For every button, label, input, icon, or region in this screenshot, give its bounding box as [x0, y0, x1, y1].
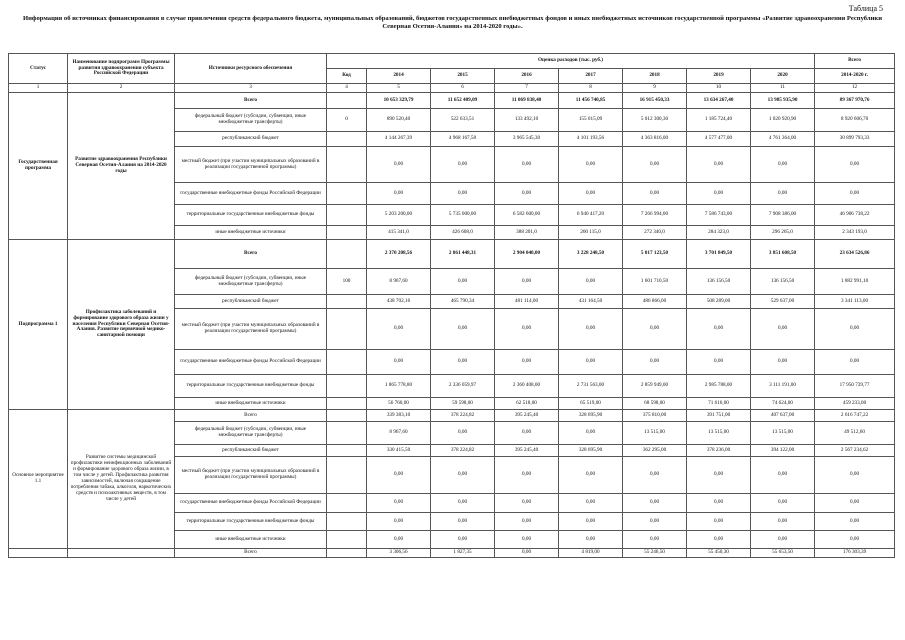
source-label: Всего: [175, 93, 327, 109]
header-name: Наименование подпрограмм Программы развития здравоохранения субъекта Российской Федерации: [68, 54, 175, 84]
value-cell: 0,00: [623, 494, 687, 513]
value-cell: 62 518,00: [495, 398, 559, 410]
row-status: Государственная программа: [9, 93, 68, 240]
value-cell: 155 015,09: [559, 109, 623, 132]
value-cell: 7 586 743,00: [687, 205, 751, 226]
value-cell: 0,00: [815, 350, 895, 375]
header-year: 2015: [431, 69, 495, 84]
value-cell: 5 017 123,50: [623, 240, 687, 269]
value-cell: 272 340,0: [623, 226, 687, 240]
value-cell: 1 827,35: [431, 549, 495, 558]
value-cell: 23 634 526,86: [815, 240, 895, 269]
column-number: 8: [559, 84, 623, 93]
value-cell: 395 245,40: [495, 445, 559, 457]
value-cell: 0,00: [751, 531, 815, 549]
value-cell: 3 701 849,50: [687, 240, 751, 269]
value-cell: 0,00: [367, 531, 431, 549]
value-cell: 16 915 450,33: [623, 93, 687, 109]
header-estimate: Оценка расходов (тыс. руб.): [327, 54, 815, 69]
value-cell: 1 882 991,10: [815, 269, 895, 295]
column-number: 5: [367, 84, 431, 93]
value-cell: 0,00: [559, 422, 623, 445]
value-cell: 4 363 816,00: [623, 132, 687, 147]
header-total: Всего: [815, 54, 895, 69]
value-cell: 0,00: [687, 513, 751, 531]
value-cell: 0,00: [495, 531, 559, 549]
source-label: федеральный бюджет (субсидии, субвенции, иные межбюджетные трансферты): [175, 269, 327, 295]
value-cell: 426 608,0: [431, 226, 495, 240]
value-cell: 4 101 193,56: [559, 132, 623, 147]
value-cell: 0,00: [559, 309, 623, 350]
value-cell: 0,00: [623, 183, 687, 205]
value-cell: 339 383,10: [367, 410, 431, 422]
value-cell: 0,00: [495, 309, 559, 350]
value-cell: 2 370 208,56: [367, 240, 431, 269]
value-cell: 133 492,10: [495, 109, 559, 132]
value-cell: 3 111 191,00: [751, 375, 815, 398]
value-cell: 0,00: [815, 309, 895, 350]
header-status: Статус: [9, 54, 68, 84]
column-number: 10: [687, 84, 751, 93]
value-cell: 328 695,90: [559, 445, 623, 457]
value-cell: 0,00: [687, 309, 751, 350]
source-label: иные внебюджетные источники: [175, 398, 327, 410]
value-cell: 529 637,00: [751, 295, 815, 309]
value-cell: 13 985 935,90: [751, 93, 815, 109]
value-cell: 0,00: [559, 350, 623, 375]
value-cell: 415 341,0: [367, 226, 431, 240]
kod-cell: [327, 398, 367, 410]
value-cell: 2 360 408,00: [495, 375, 559, 398]
value-cell: 4 761 364,00: [751, 132, 815, 147]
header-sources: Источники ресурсного обеспечения: [175, 54, 327, 84]
value-cell: 8 920 606,70: [815, 109, 895, 132]
column-number: 11: [751, 84, 815, 93]
value-cell: 55 450,30: [687, 549, 751, 558]
value-cell: 13 515,00: [687, 422, 751, 445]
value-cell: 0,00: [495, 350, 559, 375]
value-cell: 13 634 267,40: [687, 93, 751, 109]
kod-cell: [327, 132, 367, 147]
row-program-name: Развитие здравоохранения Республики Северная Осетия-Алания на 2014-2020 годы: [68, 93, 175, 240]
kod-cell: [327, 445, 367, 457]
header-year: 2016: [495, 69, 559, 84]
value-cell: 0,00: [495, 269, 559, 295]
kod-cell: [327, 457, 367, 494]
value-cell: 0,00: [367, 147, 431, 183]
header-year: 2014: [367, 69, 431, 84]
value-cell: 7 908 386,00: [751, 205, 815, 226]
value-cell: 0,00: [559, 183, 623, 205]
value-cell: 4 968 167,58: [431, 132, 495, 147]
value-cell: 7 266 994,00: [623, 205, 687, 226]
value-cell: 136 156,50: [751, 269, 815, 295]
value-cell: 1 020 920,90: [751, 109, 815, 132]
value-cell: 0,00: [623, 350, 687, 375]
value-cell: 0,00: [815, 457, 895, 494]
value-cell: 74 624,00: [751, 398, 815, 410]
kod-cell: [327, 240, 367, 269]
kod-cell: [327, 183, 367, 205]
value-cell: 59 598,00: [431, 398, 495, 410]
value-cell: 431 164,50: [559, 295, 623, 309]
header-year: 2020: [751, 69, 815, 84]
empty-cell: [9, 549, 68, 558]
value-cell: 0,00: [815, 183, 895, 205]
value-cell: 0,00: [367, 494, 431, 513]
kod-cell: [327, 205, 367, 226]
value-cell: 0,00: [623, 309, 687, 350]
source-label: местный бюджет (при участии муниципальных образований в реализации государственной программы): [175, 457, 327, 494]
column-number: 4: [327, 84, 367, 93]
value-cell: 0,00: [687, 531, 751, 549]
value-cell: 1 185 724,40: [687, 109, 751, 132]
source-label: иные внебюджетные источники: [175, 531, 327, 549]
value-cell: 0,00: [559, 513, 623, 531]
value-cell: 330 415,50: [367, 445, 431, 457]
value-cell: 65 519,00: [559, 398, 623, 410]
row-status: Подпрограмма 1: [9, 240, 68, 410]
empty-cell: [68, 549, 175, 558]
value-cell: 378 236,00: [687, 445, 751, 457]
value-cell: 6 582 600,00: [495, 205, 559, 226]
source-label: государственные внебюджетные фонды Российской Федерации: [175, 183, 327, 205]
row-program-name: Профилактика заболеваний и формирование здорового образа жизни у населения Республики Северная Осетия-Алания. Развитие первичной медико-санитарной помощи: [68, 240, 175, 410]
value-cell: 3 851 608,50: [751, 240, 815, 269]
header-year: 2018: [623, 69, 687, 84]
kod-cell: [327, 494, 367, 513]
value-cell: 13 515,00: [751, 422, 815, 445]
source-label: государственные внебюджетные фонды Российской Федерации: [175, 350, 327, 375]
value-cell: 0,00: [559, 147, 623, 183]
value-cell: 0,00: [367, 309, 431, 350]
value-cell: 4 144 267,39: [367, 132, 431, 147]
source-label: государственные внебюджетные фонды Российской Федерации: [175, 494, 327, 513]
column-numbers-row: [9, 84, 895, 93]
kod-cell: [327, 295, 367, 309]
value-cell: 395 245,40: [495, 410, 559, 422]
value-cell: 0,00: [431, 494, 495, 513]
value-cell: 11 652 409,09: [431, 93, 495, 109]
value-cell: 296 265,0: [751, 226, 815, 240]
value-cell: 0,00: [367, 183, 431, 205]
value-cell: 0,00: [815, 147, 895, 183]
value-cell: 0,00: [495, 457, 559, 494]
value-cell: 2 904 040,00: [495, 240, 559, 269]
value-cell: 522 633,51: [431, 109, 495, 132]
value-cell: 2 567 234,62: [815, 445, 895, 457]
value-cell: 0,00: [431, 147, 495, 183]
kod-cell: [327, 531, 367, 549]
value-cell: 13 515,00: [623, 422, 687, 445]
source-label: территориальные государственные внебюджетные фонды: [175, 375, 327, 398]
value-cell: 0,00: [367, 457, 431, 494]
header-year: 2019: [687, 69, 751, 84]
column-number: 6: [431, 84, 495, 93]
kod-cell: [327, 93, 367, 109]
column-number: 3: [175, 84, 327, 93]
kod-cell: 0: [327, 109, 367, 132]
value-cell: 56 760,00: [367, 398, 431, 410]
source-label: федеральный бюджет (субсидии, субвенции, иные межбюджетные трансферты): [175, 109, 327, 132]
value-cell: 0,00: [495, 549, 559, 558]
value-cell: 328 695,90: [559, 410, 623, 422]
value-cell: 378 224,82: [431, 445, 495, 457]
value-cell: 176 303,39: [815, 549, 895, 558]
value-cell: 1 865 778,80: [367, 375, 431, 398]
value-cell: 0,00: [495, 494, 559, 513]
source-label: республиканский бюджет: [175, 132, 327, 147]
value-cell: 2 861 448,31: [431, 240, 495, 269]
value-cell: 486 866,00: [623, 295, 687, 309]
value-cell: 0,00: [623, 513, 687, 531]
value-cell: 11 456 740,85: [559, 93, 623, 109]
value-cell: 284 323,0: [687, 226, 751, 240]
value-cell: 0,00: [751, 147, 815, 183]
value-cell: 391 751,00: [687, 410, 751, 422]
source-label: Всего: [175, 410, 327, 422]
row-program-name: Развитие системы медицинской профилактики неинфекционных заболеваний и формирование здорового образа жизни, в том числе у детей. Профилактика развития зависимостей, включая сокращение потребления табака, алкоголя, наркотических средств и психоактивных веществ, в том числе у детей: [68, 410, 175, 549]
value-cell: 0,00: [367, 350, 431, 375]
kod-cell: [327, 422, 367, 445]
value-cell: 0,00: [431, 457, 495, 494]
table-number: Таблица 5: [848, 4, 883, 13]
value-cell: 68 598,00: [623, 398, 687, 410]
kod-cell: [327, 147, 367, 183]
value-cell: 388 201,0: [495, 226, 559, 240]
value-cell: 375 810,00: [623, 410, 687, 422]
column-number: 7: [495, 84, 559, 93]
header-total-period: 2014-2020 г.: [815, 69, 895, 84]
column-number: 9: [623, 84, 687, 93]
value-cell: 0,00: [687, 457, 751, 494]
value-cell: 459 233,00: [815, 398, 895, 410]
value-cell: 5 203 200,00: [367, 205, 431, 226]
kod-cell: 100: [327, 269, 367, 295]
kod-cell: [327, 410, 367, 422]
value-cell: 0,00: [687, 147, 751, 183]
kod-cell: [327, 375, 367, 398]
source-label: Всего: [175, 549, 327, 558]
value-cell: 0,00: [751, 494, 815, 513]
value-cell: 0,00: [431, 309, 495, 350]
value-cell: 0,00: [751, 183, 815, 205]
column-number: 1: [9, 84, 68, 93]
value-cell: 0,00: [623, 147, 687, 183]
value-cell: 0,00: [431, 350, 495, 375]
value-cell: 0,00: [495, 183, 559, 205]
value-cell: 8 967,60: [367, 269, 431, 295]
source-label: территориальные государственные внебюджетные фонды: [175, 205, 327, 226]
value-cell: 71 616,00: [687, 398, 751, 410]
value-cell: 4 819,00: [559, 549, 623, 558]
value-cell: 3 965 545,30: [495, 132, 559, 147]
header-year: 2017: [559, 69, 623, 84]
value-cell: 508 289,00: [687, 295, 751, 309]
value-cell: 5 012 300,30: [623, 109, 687, 132]
value-cell: 136 156,50: [687, 269, 751, 295]
value-cell: 465 790,34: [431, 295, 495, 309]
value-cell: 0,00: [815, 531, 895, 549]
value-cell: 2 985 788,00: [687, 375, 751, 398]
value-cell: 30 899 793,33: [815, 132, 895, 147]
source-label: территориальные государственные внебюджетные фонды: [175, 513, 327, 531]
column-number: 12: [815, 84, 895, 93]
value-cell: 17 950 739,77: [815, 375, 895, 398]
value-cell: 55 653,50: [751, 549, 815, 558]
value-cell: 0,00: [687, 494, 751, 513]
table-row: [9, 240, 895, 269]
value-cell: 0,00: [751, 513, 815, 531]
row-status: Основное мероприятие 1.1: [9, 410, 68, 549]
document-title: Информация об источниках финансирования в случае привлечения средств федерального бюджета, муниципальных образований, бюджетов государственных внебюджетных фондов и иных внебюджетных источников государственной программы «Развитие здравоохранения Республики Северная Осетия-Алания» на 2014-2020 годы».: [22, 15, 883, 31]
value-cell: 49 512,60: [815, 422, 895, 445]
value-cell: 0,00: [431, 422, 495, 445]
value-cell: 378 224,82: [431, 410, 495, 422]
value-cell: 0,00: [815, 513, 895, 531]
column-number: 2: [68, 84, 175, 93]
value-cell: 46 906 738,22: [815, 205, 895, 226]
value-cell: 3 341 113,00: [815, 295, 895, 309]
value-cell: 0,00: [751, 309, 815, 350]
value-cell: 0,00: [431, 513, 495, 531]
value-cell: 55 246,50: [623, 549, 687, 558]
value-cell: 1 601 710,50: [623, 269, 687, 295]
value-cell: 10 653 329,79: [367, 93, 431, 109]
value-cell: 0,00: [559, 531, 623, 549]
table-row: [9, 93, 895, 109]
table-row: [9, 549, 895, 558]
value-cell: 2 859 949,00: [623, 375, 687, 398]
kod-cell: [327, 513, 367, 531]
financing-table: [8, 53, 895, 558]
value-cell: 394 122,00: [751, 445, 815, 457]
value-cell: 0,00: [623, 531, 687, 549]
value-cell: 0,00: [559, 269, 623, 295]
kod-cell: [327, 226, 367, 240]
value-cell: 5 735 000,00: [431, 205, 495, 226]
value-cell: 3 306,56: [367, 549, 431, 558]
value-cell: 0,00: [623, 457, 687, 494]
value-cell: 0,00: [815, 494, 895, 513]
value-cell: 0,00: [367, 513, 431, 531]
value-cell: 0,00: [559, 494, 623, 513]
kod-cell: [327, 549, 367, 558]
value-cell: 0,00: [495, 147, 559, 183]
kod-cell: [327, 350, 367, 375]
value-cell: 3 228 248,50: [559, 240, 623, 269]
value-cell: 0,00: [495, 422, 559, 445]
source-label: республиканский бюджет: [175, 445, 327, 457]
kod-cell: [327, 309, 367, 350]
value-cell: 481 114,00: [495, 295, 559, 309]
source-label: Всего: [175, 240, 327, 269]
value-cell: 2 616 747,22: [815, 410, 895, 422]
value-cell: 0,00: [751, 457, 815, 494]
value-cell: 11 069 838,40: [495, 93, 559, 109]
value-cell: 0,00: [431, 183, 495, 205]
value-cell: 890 520,40: [367, 109, 431, 132]
source-label: иные внебюджетные источники: [175, 226, 327, 240]
value-cell: 0,00: [687, 350, 751, 375]
value-cell: 0,00: [431, 531, 495, 549]
value-cell: 407 637,00: [751, 410, 815, 422]
value-cell: 8 967,60: [367, 422, 431, 445]
value-cell: 362 295,00: [623, 445, 687, 457]
source-label: федеральный бюджет (субсидии, субвенции, иные межбюджетные трансферты): [175, 422, 327, 445]
value-cell: 6 940 417,20: [559, 205, 623, 226]
value-cell: 0,00: [687, 183, 751, 205]
table-row: [9, 410, 895, 422]
value-cell: 438 702,16: [367, 295, 431, 309]
value-cell: 260 115,0: [559, 226, 623, 240]
value-cell: 2 336 059,97: [431, 375, 495, 398]
value-cell: 2 731 563,00: [559, 375, 623, 398]
header-row-1: [9, 54, 895, 69]
value-cell: 0,00: [559, 457, 623, 494]
value-cell: 0,00: [431, 269, 495, 295]
value-cell: 0,00: [751, 350, 815, 375]
value-cell: 2 343 193,0: [815, 226, 895, 240]
value-cell: 89 367 970,76: [815, 93, 895, 109]
source-label: республиканский бюджет: [175, 295, 327, 309]
value-cell: 4 577 477,00: [687, 132, 751, 147]
source-label: местный бюджет (при участии муниципальных образований в реализации государственной программы): [175, 309, 327, 350]
value-cell: 0,00: [495, 513, 559, 531]
header-kod: Код: [327, 69, 367, 84]
source-label: местный бюджет (при участии муниципальных образований в реализации государственной программы): [175, 147, 327, 183]
